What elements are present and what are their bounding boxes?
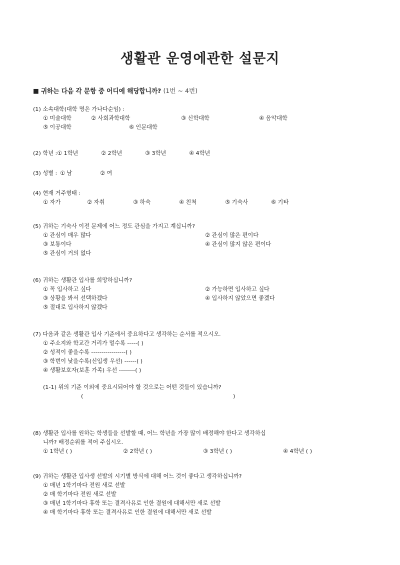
option[interactable]: ③ 3학년 ( ): [203, 449, 233, 455]
option[interactable]: ② 2학년: [101, 151, 123, 157]
question-4-options: [33, 199, 378, 208]
question-7-sub-answer[interactable]: ( ): [81, 394, 236, 400]
option[interactable]: ③ 매년 1학기마다 휴학 또는 결격사유로 인한 결원에 대해서만 새로 선발: [43, 501, 221, 507]
option[interactable]: ③ 3학년: [145, 151, 167, 157]
option[interactable]: ④ 매 학기마다 휴학 또는 결격사유로 인한 결원에 대해서만 새로 선발: [43, 510, 212, 516]
option[interactable]: ⑤ 절대로 입사하지 않겠다: [43, 305, 108, 311]
option[interactable]: ④ 입사하지 않았으면 좋겠다: [205, 296, 275, 302]
question-7-text: (7) 다음과 같은 생활관 입사 기준에서 중요하다고 생각하는 순서를 적으시오.: [33, 332, 221, 338]
question-6-text: (6) 귀하는 생활관 입사를 희망하십니까?: [33, 278, 133, 284]
option[interactable]: ③ 하숙: [133, 200, 151, 206]
option[interactable]: ② 여: [100, 171, 113, 177]
option[interactable]: ⑥ 인문대학: [129, 125, 158, 131]
question-9: [33, 473, 378, 518]
question-5-text: (5) 귀하는 기숙사 이전 문제에 어느 정도 관심을 가지고 계십니까?: [33, 224, 195, 230]
question-2-label: (2) 학년 :: [33, 151, 58, 157]
option[interactable]: ① 꼭 입사하고 싶다: [43, 287, 92, 293]
criterion-item[interactable]: ④ 생활보호자(보훈 가족) 우선 --------( ): [43, 368, 142, 374]
question-3: [33, 170, 378, 179]
option[interactable]: ④ 4학년: [189, 151, 211, 157]
criterion-item[interactable]: ② 성적이 좋을수록 -----------------( ): [43, 350, 132, 356]
option[interactable]: ④ 친척: [179, 200, 197, 206]
option[interactable]: ② 2학년 ( ): [123, 449, 153, 455]
option[interactable]: ① 자가: [43, 200, 61, 206]
question-3-label: (3) 성별 :: [33, 171, 58, 177]
question-8: [33, 430, 378, 457]
option[interactable]: ④ 관심이 많지 않은 편이다: [205, 242, 272, 248]
option[interactable]: ④ 음악대학: [259, 116, 288, 122]
option[interactable]: ② 자취: [87, 200, 105, 206]
option[interactable]: ⑤ 관심이 거의 없다: [43, 251, 92, 257]
question-6: [33, 277, 378, 313]
option[interactable]: ② 관심이 많은 편이다: [205, 233, 259, 239]
question-8-options: [33, 448, 378, 457]
question-4-text: (4) 현재 거주형태 :: [33, 191, 81, 197]
option[interactable]: ③ 신학대학: [181, 116, 210, 122]
option[interactable]: ⑤ 기숙사: [225, 200, 249, 206]
question-8-text: (8) 생활관 입사를 원하는 학생들을 선발할 때, 어느 학년을 가장 많이 배정해야 한다고 생각하십: [33, 431, 266, 437]
question-7: [33, 331, 378, 402]
option[interactable]: ① 남: [60, 171, 73, 177]
option[interactable]: ② 매 학기마다 전원 새로 선발: [43, 492, 117, 498]
criterion-item[interactable]: ① 주소지와 학교간 거리가 멀수록 -----( ): [43, 341, 144, 347]
question-1-text: (1) 소속대학(대학 명은 가나다순임) :: [33, 107, 125, 113]
option[interactable]: ① 매년 1학기마다 전원 새로 선발: [43, 483, 126, 489]
criterion-item[interactable]: ③ 학번이 낮을수록(신입생 우선) ------( ): [43, 359, 143, 365]
question-4: [33, 190, 378, 208]
section-heading: [33, 86, 198, 95]
option[interactable]: ⑤ 이공대학: [43, 125, 72, 131]
section-note: (1번 ~ 4번): [163, 88, 198, 95]
question-2: [33, 150, 378, 159]
question-7-sub: (1-1) 위의 기준 이외에 중요시되어야 할 것으로는 어떤 것들이 있습니까?: [43, 385, 222, 391]
option[interactable]: ① 1학년: [57, 151, 79, 157]
section-text: 귀하는 다음 각 문항 중 어디에 해당합니까?: [40, 88, 162, 95]
option[interactable]: ② 사회과학대학: [91, 116, 131, 122]
option[interactable]: ① 1학년 ( ): [43, 449, 73, 455]
option[interactable]: ① 관심이 매우 많다: [43, 233, 92, 239]
section-bullet: ■: [33, 88, 39, 95]
question-1-options-row1: [33, 115, 378, 124]
question-8-text-cont: 니까? 배정순위를 적어 주십시오.: [43, 440, 124, 446]
option[interactable]: ③ 보통이다: [43, 242, 72, 248]
page-title: 생활관 운영에관한 설문지: [120, 51, 280, 67]
option[interactable]: ⑥ 기타: [271, 200, 289, 206]
question-5: [33, 223, 378, 259]
question-1: [33, 106, 378, 133]
question-9-text: (9) 귀하는 생활관 입사생 선발의 시기별 방식에 대해 어느 것이 좋다고 생각하십니까?: [33, 474, 242, 480]
option[interactable]: ② 가능하면 입사하고 싶다: [205, 287, 270, 293]
question-1-options-row2: [33, 124, 378, 133]
option[interactable]: ③ 상황을 봐서 선택하겠다: [43, 296, 108, 302]
option[interactable]: ① 미술대학: [43, 116, 72, 122]
option[interactable]: ④ 4학년 ( ): [283, 449, 313, 455]
